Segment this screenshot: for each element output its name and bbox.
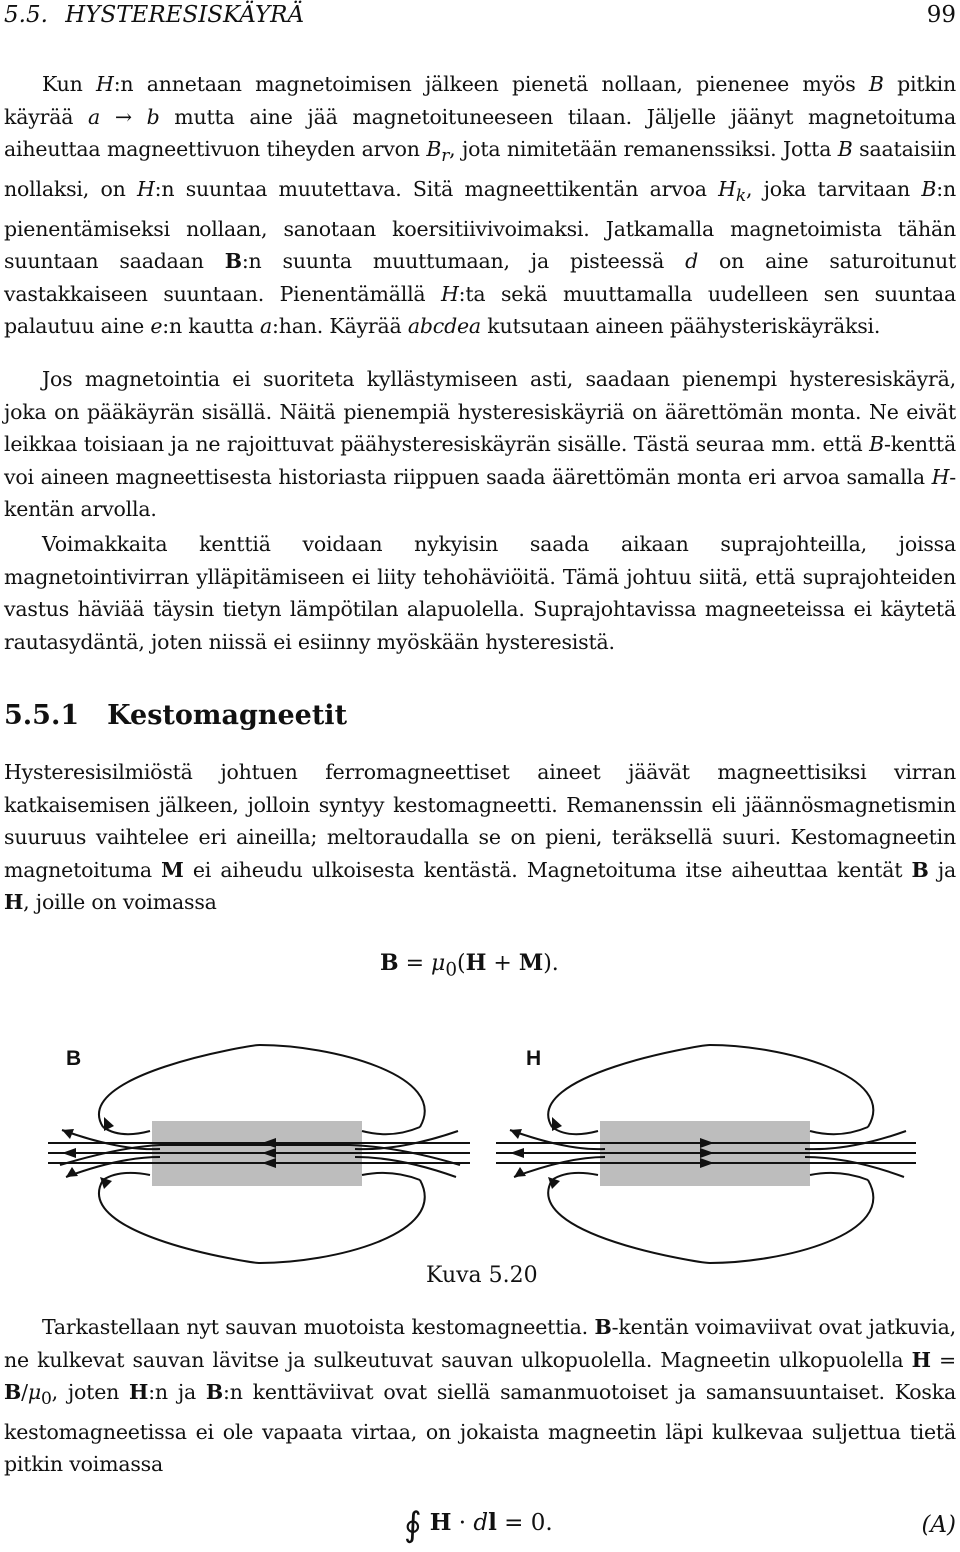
- field-line: [810, 1127, 868, 1134]
- field-line: [99, 1045, 425, 1127]
- text-run: saataisiin nollaksi, on: [4, 137, 956, 201]
- vector-B: B: [911, 857, 929, 882]
- section-heading: [4, 700, 347, 731]
- symbol-abcdea: abcdea: [407, 314, 481, 339]
- field-line: [103, 1173, 150, 1180]
- text-run: -kentän arvolla.: [4, 464, 956, 522]
- symbol-b: b: [146, 104, 160, 129]
- text-run: on aine saturoitunut vastakkaiseen suuntaan. Pienentämällä: [4, 249, 956, 306]
- vector-H: H: [129, 1380, 149, 1405]
- eq-subscript-0: 0: [445, 959, 458, 981]
- text-run: Kun: [42, 72, 97, 96]
- eq-vector-l: l: [488, 1509, 497, 1536]
- arrow-icon: [66, 1167, 78, 1177]
- symbol-B: B: [869, 432, 885, 457]
- paragraph-hysteresis-curve: [4, 68, 956, 343]
- vector-B: B: [594, 1315, 612, 1339]
- field-line: [548, 1180, 873, 1263]
- text-run: -kentän voimaviivat ovat jatkuvia, ne kulkevat sauvan lävitse ja sulkeutuvat sauvan ulkopuolella. Magneetin ulkopuolella: [4, 1315, 956, 1372]
- subscript-k: k: [735, 185, 746, 206]
- text-run: =: [930, 1347, 957, 1372]
- header-section-number: 5.5.: [4, 2, 48, 28]
- text-run: , joille on voimassa: [23, 890, 217, 915]
- header-title-text: HYSTERESISKÄYRÄ: [65, 2, 305, 28]
- symbol-B: B: [837, 137, 853, 162]
- symbol-B: B: [921, 176, 937, 201]
- text-run: :n suunta muuttumaan, ja pisteessä: [241, 249, 686, 274]
- eq-vector-H: H: [465, 950, 487, 976]
- symbol-H: H: [931, 464, 950, 489]
- field-line: [552, 1173, 598, 1180]
- symbol-H: H: [96, 72, 114, 96]
- symbol-a: a: [259, 314, 272, 339]
- eq-mu: μ: [431, 951, 446, 976]
- field-line: [99, 1180, 425, 1263]
- vector-M: M: [161, 857, 184, 882]
- label-H: H: [526, 1047, 542, 1070]
- text-run: ja: [928, 857, 957, 882]
- eq-vector-M: M: [518, 950, 544, 976]
- equation-B-mu0-H-M: [380, 950, 559, 980]
- paragraph-bar-magnet: [4, 1311, 956, 1481]
- text-run: :n annetaan magnetoimisen jälkeen pienetä nollaan, pienenee myös: [113, 72, 869, 96]
- panel-B-field: [48, 1045, 470, 1263]
- symbol-d: d: [685, 249, 699, 274]
- vector-B: B: [4, 1380, 22, 1405]
- text-run: ei aiheudu ulkoisesta kentästä. Magnetoituma itse aiheuttaa kentät: [183, 857, 912, 882]
- vector-H: H: [4, 890, 24, 915]
- subscript-0: 0: [40, 1389, 52, 1410]
- eq-vector-B: B: [380, 950, 399, 976]
- text-run: Jos magnetointia ei suoriteta kyllästymiseen asti, saadaan pienempi hysteresiskäyrä, joka on pääkäyrän sisällä. Näitä pienempiä hysteresiskäyriä on äärettömän monta. Ne eivät leikkaa toisiaan ja ne rajoittuvat päähysteresiskäyrän sisälle. Tästä seuraa mm. että: [4, 367, 956, 457]
- symbol-H: H: [718, 176, 736, 201]
- symbol-e: e: [150, 314, 163, 339]
- text-run: :n ja: [148, 1380, 206, 1405]
- eq-vector-H: H: [429, 1509, 452, 1536]
- running-header: [4, 2, 956, 36]
- eq-plus: +: [486, 951, 519, 976]
- text-run: :n pienentämiseksi nollaan, sanotaan koersitiivivoimaksi. Jatkamalla magnetoimista tähän suuntaan saadaan: [4, 176, 956, 274]
- text-run: :han. Käyrää: [271, 314, 408, 339]
- arrow-icon: [514, 1167, 526, 1177]
- text-run: :n kenttäviivat ovat siellä samanmuotoiset ja samansuuntaiset. Koska kestomagneetissa ei ole vapaata virtaa, on jokaista magneetin läpi kulkevaa suljettua tietä pitkin voimassa: [4, 1380, 956, 1477]
- panel-H-field: [496, 1045, 916, 1263]
- header-section-title: [4, 2, 304, 28]
- subscript-r: r: [441, 146, 450, 167]
- text-run: /: [21, 1380, 28, 1405]
- text-run: pitkin käyrää: [4, 72, 956, 129]
- figure-field-lines: [0, 1035, 960, 1275]
- text-run: -kenttä voi aineen magneettisesta historiasta riippuen saada äärettömän monta eri arvoa samalla: [4, 432, 956, 489]
- equation-label: (A): [921, 1512, 956, 1538]
- symbol-H: H: [440, 281, 459, 306]
- arrow-icon: [510, 1148, 524, 1158]
- contour-integral-symbol: ∮: [404, 1505, 422, 1545]
- text-run: :n kautta: [162, 314, 260, 339]
- field-line: [810, 1173, 868, 1180]
- text-run: :ta sekä muuttamalla uudelleen sen suuntaa palautuu aine: [4, 281, 956, 339]
- eq-paren-open: (: [457, 951, 466, 976]
- label-B: B: [66, 1047, 82, 1070]
- field-line: [362, 1127, 420, 1134]
- eq-dot: ·: [451, 1510, 474, 1536]
- symbol-H: H: [136, 176, 155, 201]
- field-line: [552, 1127, 598, 1134]
- arrow-symbol: →: [100, 104, 147, 129]
- paragraph-permanent-magnets: [4, 756, 956, 919]
- eq-equals: =: [398, 951, 432, 976]
- text-run: , joten: [51, 1380, 130, 1405]
- vector-B: B: [205, 1380, 224, 1405]
- symbol-a: a: [88, 104, 101, 129]
- vector-B: B: [224, 249, 242, 274]
- field-lines-diagram: [0, 1035, 960, 1275]
- symbol-mu: μ: [27, 1380, 41, 1405]
- text-run: :n suuntaa muutettava. Sitä magneettikentän arvoa: [154, 176, 719, 201]
- eq-d: d: [473, 1510, 489, 1536]
- symbol-B: B: [426, 137, 442, 162]
- paragraph-minor-loops: [4, 363, 956, 526]
- section-title-text: Kestomagneetit: [107, 700, 348, 731]
- equation-closed-loop-integral: [404, 1505, 553, 1545]
- text-run: kutsutaan aineen päähysteriskäyräksi.: [480, 314, 881, 339]
- eq-paren-close: ).: [543, 951, 559, 976]
- text-run: , joka tarvitaan: [745, 176, 922, 201]
- section-number: 5.5.1: [4, 700, 80, 731]
- text-run: mutta aine jää magnetoituneeseen tilaan. Jäljelle jäänyt magnetoituma aiheuttaa magneettivuon tiheyden arvon: [4, 104, 956, 162]
- field-line: [548, 1045, 873, 1127]
- vector-H: H: [911, 1347, 931, 1372]
- symbol-B: B: [868, 72, 884, 96]
- arrow-icon: [62, 1148, 76, 1158]
- eq-equals-zero: = 0.: [496, 1510, 553, 1536]
- page-number: 99: [926, 2, 956, 28]
- text-run: Hysteresisilmiöstä johtuen ferromagneettiset aineet jäävät magneettisiksi virran katkaisemisen jälkeen, jolloin syntyy kestomagneetti. Remanenssin eli jäännösmagnetismin suuruus vaihtelee eri aineilla; meltoraudalla se on pieni, teräksellä suuri. Kestomagneetin magnetoituma: [4, 760, 956, 882]
- field-line: [362, 1173, 420, 1180]
- figure-caption: Kuva 5.20: [426, 1263, 538, 1288]
- field-line: [103, 1127, 150, 1134]
- text-run: Tarkastellaan nyt sauvan muotoista kestomagneettia.: [42, 1315, 595, 1339]
- text-run: , jota nimitetään remanenssiksi. Jotta: [449, 137, 838, 162]
- paragraph-superconductors: Voimakkaita kenttiä voidaan nykyisin saada aikaan suprajohteilla, joissa magnetointivirran ylläpitämiseen ei liity tehohäviöitä. Tämä johtuu siitä, että suprajohteiden vastus häviää täysin tietyn lämpötilan alapuolella. Suprajohtavissa magneeteissa ei käytetä rautasydäntä, joten niissä ei esiinny myöskään hysteresistä.: [4, 532, 956, 654]
